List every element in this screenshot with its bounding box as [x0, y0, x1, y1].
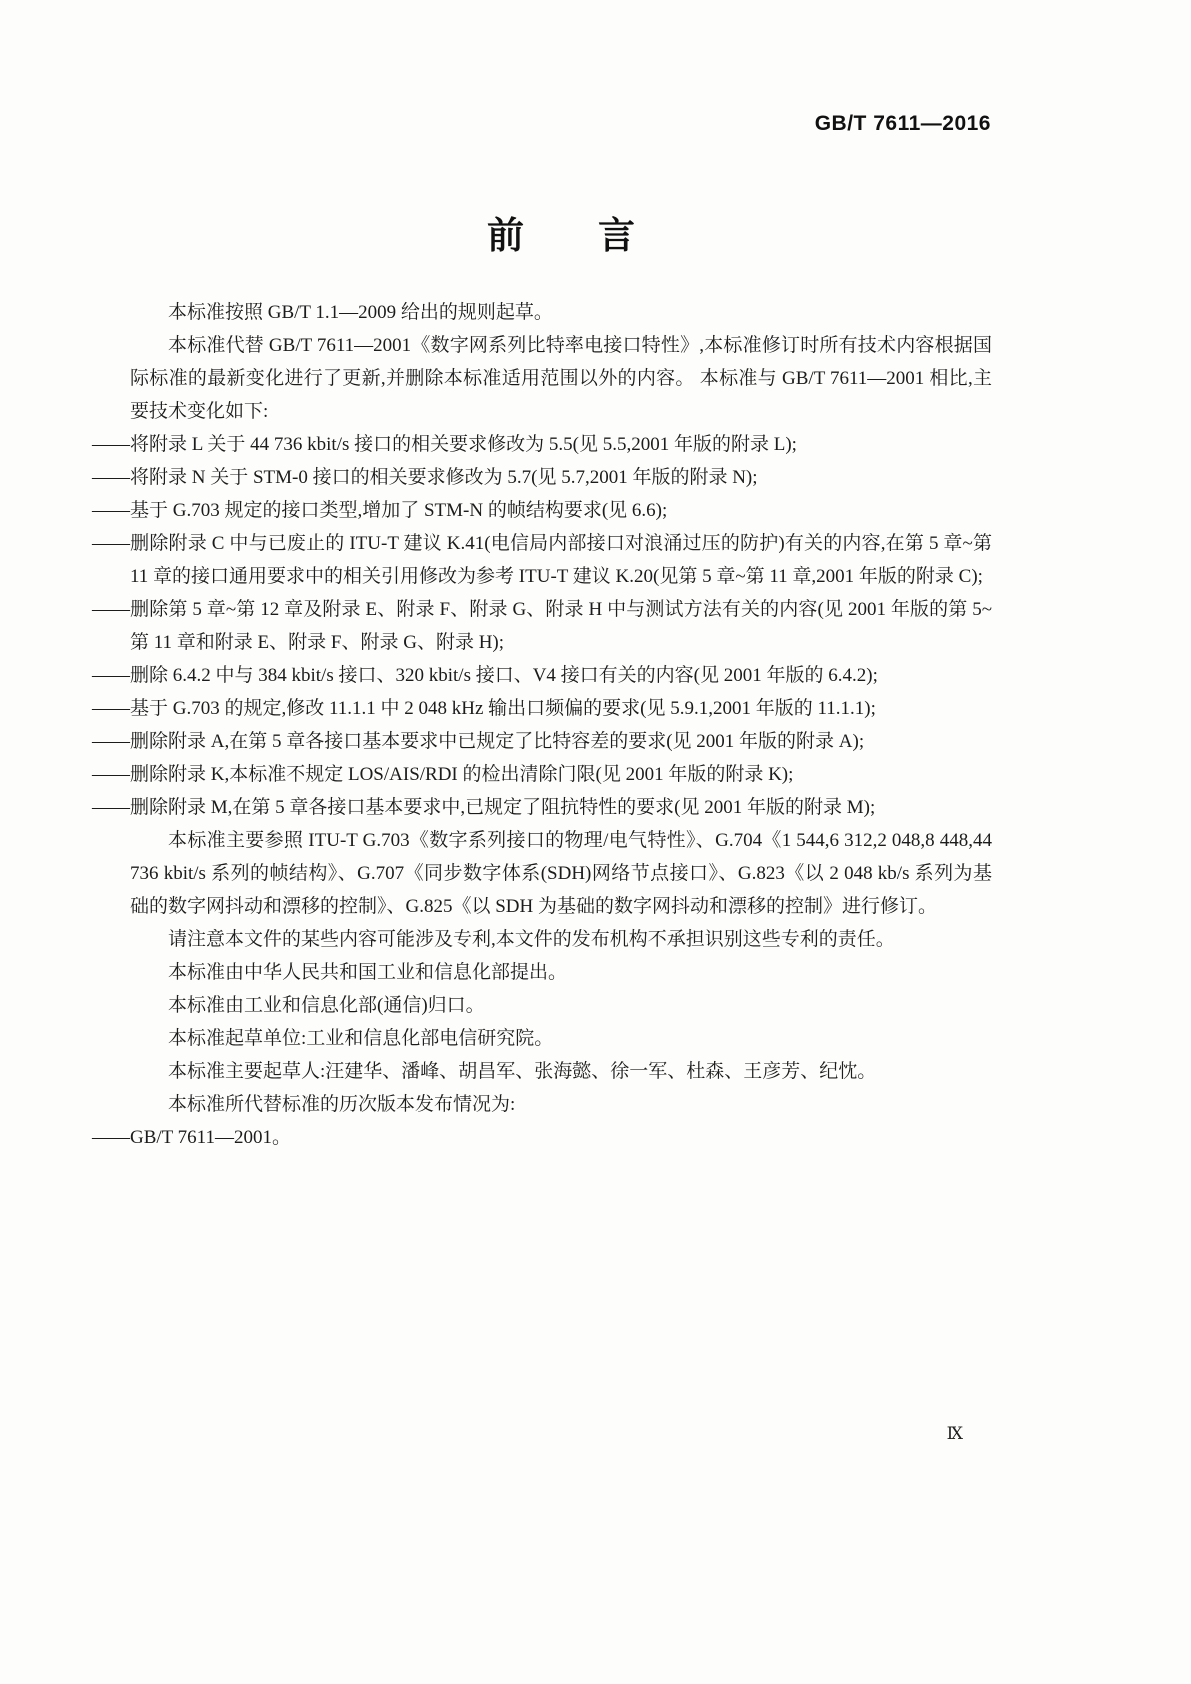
paragraph-proposed-by: 本标准由中华人民共和国工业和信息化部提出。	[168, 962, 568, 983]
paragraph-history-intro: 本标准所代替标准的历次版本发布情况为:	[168, 1094, 516, 1115]
paragraph-replacement: 本标准代替 GB/T 7611—2001《数字网系列比特率电接口特性》,本标准修订时所有技术内容根据国际标准的最新变化进行了更新,并删除本标准适用范围以外的内容。 本标准与 GB/T 7611—2001 相比,主要技术变化如下:	[130, 335, 992, 422]
change-item: ——删除附录 C 中与已废止的 ITU-T 建议 K.41(电信局内部接口对浪涌过压的防护)有关的内容,在第 5 章~第 11 章的接口通用要求中的相关引用修改为参考 ITU-T 建议 K.20(见第 5 章~第 11 章,2001 年版的附录 C);	[92, 533, 992, 587]
document-body	[92, 296, 992, 1154]
change-item: ——基于 G.703 的规定,修改 11.1.1 中 2 048 kHz 输出口频偏的要求(见 5.9.1,2001 年版的 11.1.1);	[92, 698, 876, 719]
foreword-title: 前 言	[487, 215, 635, 256]
change-item: ——删除附录 A,在第 5 章各接口基本要求中已规定了比特容差的要求(见 2001 年版的附录 A);	[92, 731, 865, 752]
change-item: ——删除附录 K,本标准不规定 LOS/AIS/RDI 的检出清除门限(见 2001 年版的附录 K);	[92, 764, 794, 785]
change-item: ——将附录 N 关于 STM-0 接口的相关要求修改为 5.7(见 5.7,2001 年版的附录 N);	[92, 467, 758, 488]
change-item: ——删除第 5 章~第 12 章及附录 E、附录 F、附录 G、附录 H 中与测试方法有关的内容(见 2001 年版的第 5~第 11 章和附录 E、附录 F、附录 G、附录 H);	[92, 599, 992, 653]
paragraph-drafting-rule: 本标准按照 GB/T 1.1—2009 给出的规则起草。	[168, 302, 553, 323]
change-item: ——删除附录 M,在第 5 章各接口基本要求中,已规定了阻抗特性的要求(见 2001 年版的附录 M);	[92, 797, 876, 818]
change-item: ——删除 6.4.2 中与 384 kbit/s 接口、320 kbit/s 接口、V4 接口有关的内容(见 2001 年版的 6.4.2);	[92, 665, 878, 686]
paragraph-under-charge: 本标准由工业和信息化部(通信)归口。	[168, 995, 485, 1016]
history-item: ——GB/T 7611—2001。	[92, 1127, 291, 1148]
paragraph-drafters: 本标准主要起草人:汪建华、潘峰、胡昌军、张海懿、徐一军、杜森、王彦芳、纪忱。	[168, 1061, 877, 1082]
paragraph-references: 本标准主要参照 ITU-T G.703《数字系列接口的物理/电气特性》、G.704《1 544,6 312,2 048,8 448,44 736 kbit/s 系列的帧结构》、G.707《同步数字体系(SDH)网络节点接口》、G.823《以 2 048 kb/s 系列为基础的数字网抖动和漂移的控制》、G.825《以 SDH 为基础的数字网抖动和漂移的控制》进行修订。	[130, 830, 992, 917]
paragraph-patent-notice: 请注意本文件的某些内容可能涉及专利,本文件的发布机构不承担识别这些专利的责任。	[168, 929, 895, 950]
change-item: ——基于 G.703 规定的接口类型,增加了 STM-N 的帧结构要求(见 6.6);	[92, 500, 668, 521]
standard-number: GB/T 7611—2016	[814, 112, 991, 135]
paragraph-drafting-org: 本标准起草单位:工业和信息化部电信研究院。	[168, 1028, 554, 1049]
change-item: ——将附录 L 关于 44 736 kbit/s 接口的相关要求修改为 5.5(见 5.5,2001 年版的附录 L);	[92, 434, 797, 455]
page-number: Ⅸ	[946, 1424, 963, 1443]
